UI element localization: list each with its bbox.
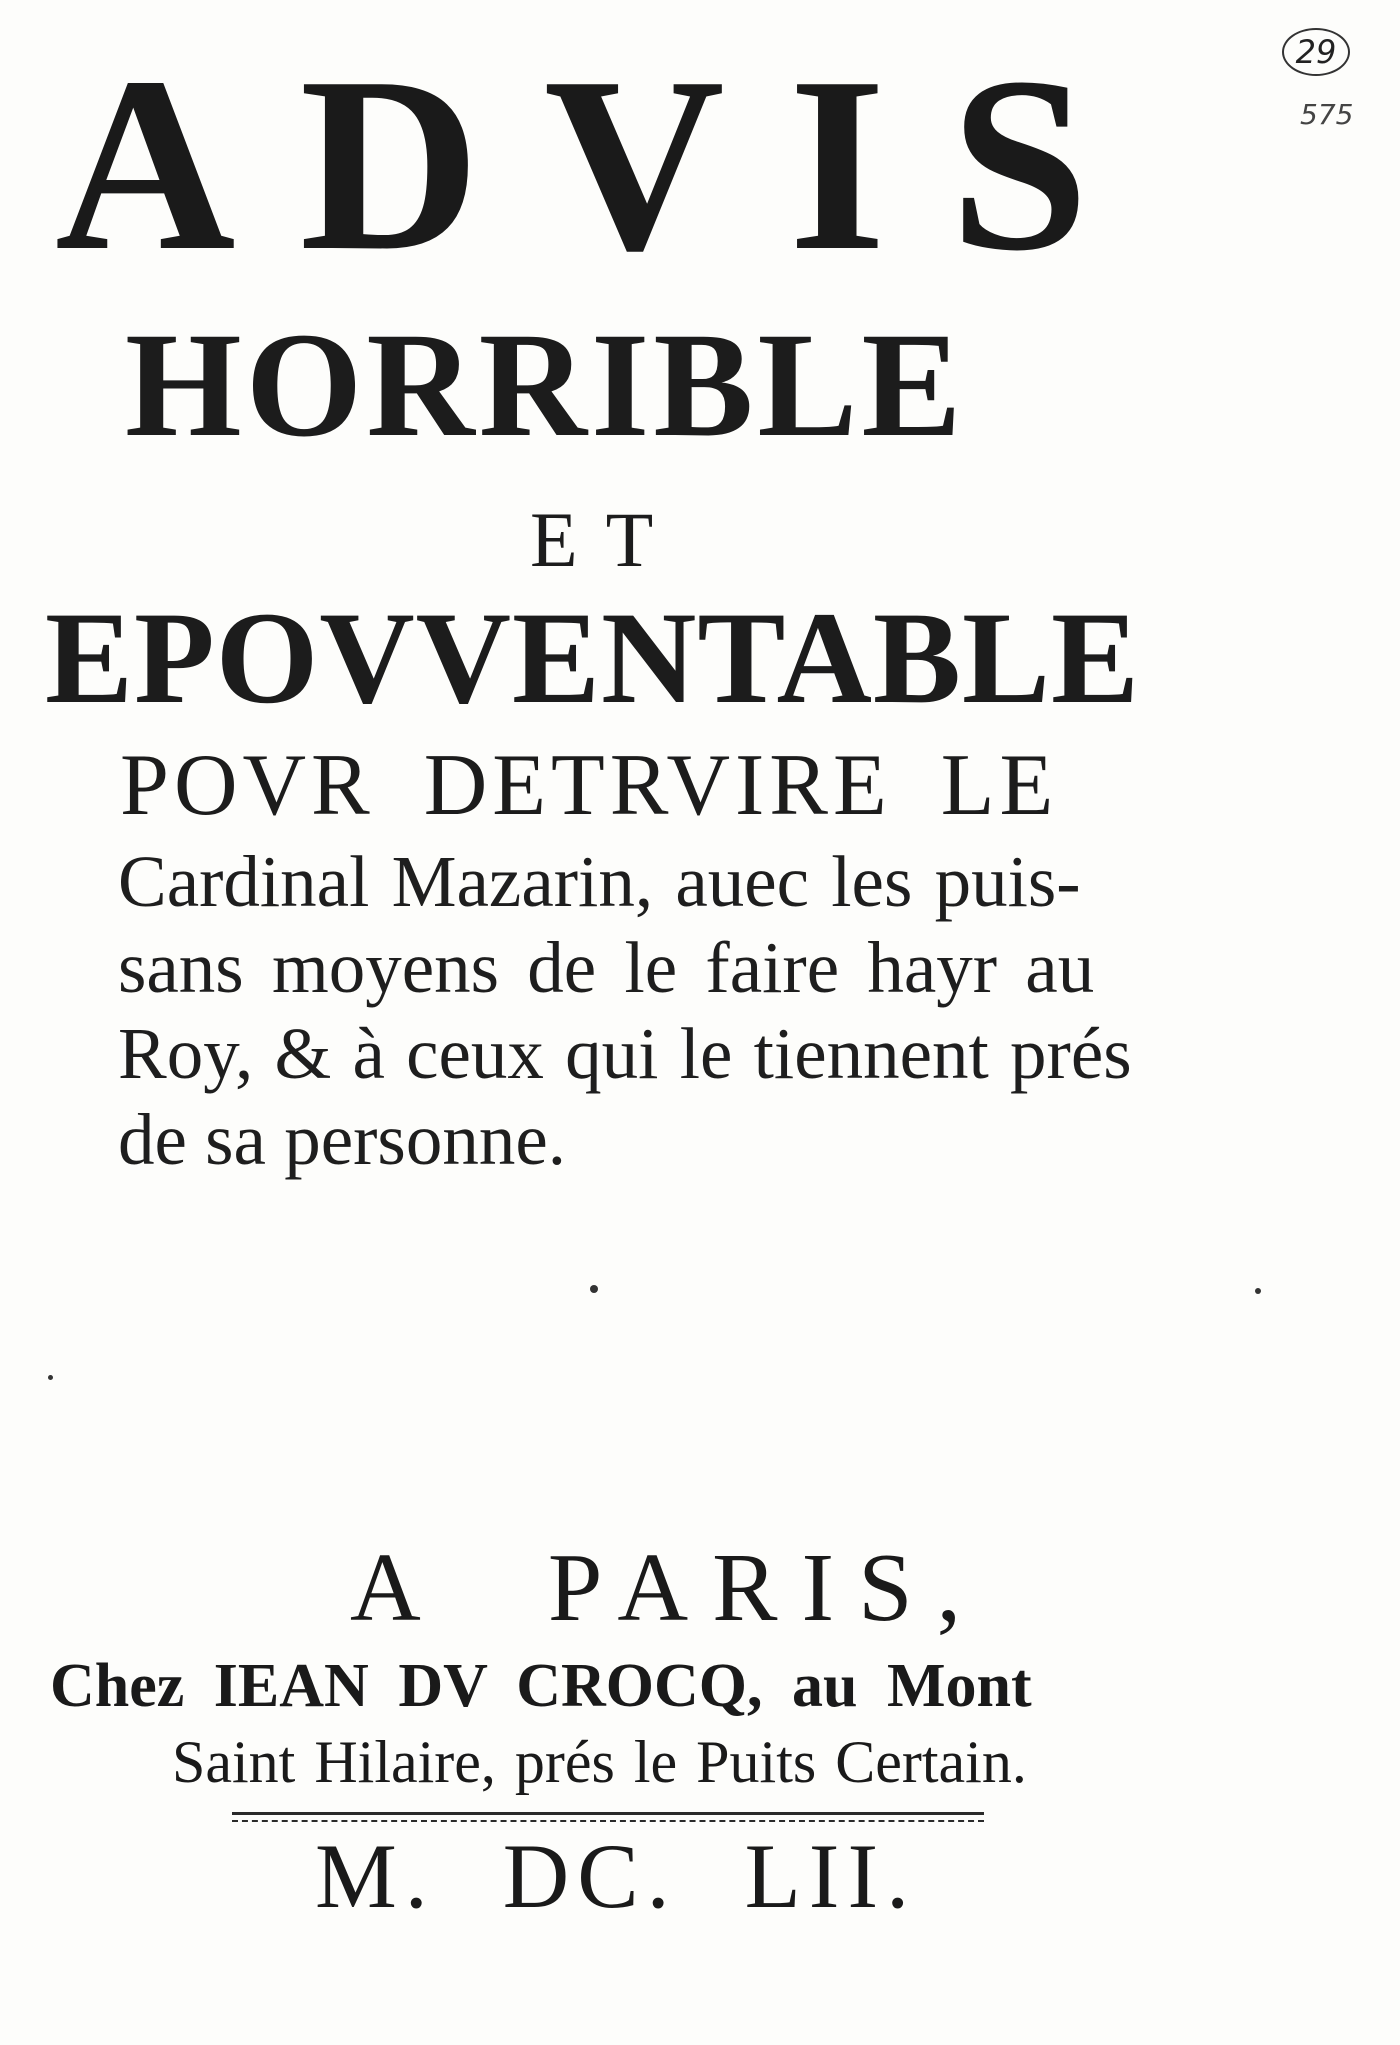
imprint-date: M. DC. LII. xyxy=(315,1825,918,1927)
imprint-rule-bottom xyxy=(232,1820,984,1822)
ink-speck xyxy=(1255,1288,1261,1294)
subtitle-line-4: de sa personne. xyxy=(118,1099,566,1180)
imprint-rule-top xyxy=(232,1812,984,1815)
imprint-place: A PARIS, xyxy=(350,1534,986,1642)
handwritten-circled-number: 29 xyxy=(1282,28,1350,76)
imprint-address: Saint Hilaire, prés le Puits Certain. xyxy=(172,1729,1027,1795)
imprint-printer: Chez IEAN DV CROCQ, au Mont xyxy=(50,1652,1032,1720)
subtitle-line-1: Cardinal Mazarin, auec les puis- xyxy=(118,841,1081,922)
ink-speck xyxy=(590,1285,598,1293)
ink-speck xyxy=(48,1375,53,1380)
handwritten-number: 575 xyxy=(1300,98,1354,131)
title-line-horrible: HORRIBLE xyxy=(125,302,966,468)
title-line-epouventable: EPOVVENTABLE xyxy=(45,584,1141,731)
subtitle-line-2: sans moyens de le faire hayr au xyxy=(118,927,1095,1008)
title-line-advis: ADVIS xyxy=(55,26,1153,303)
subtitle-line-3: Roy, & à ceux qui le tiennent prés xyxy=(118,1013,1132,1094)
subtitle-caps-line: POVR DETRVIRE LE xyxy=(120,737,1059,834)
title-line-et: ET xyxy=(530,496,682,583)
